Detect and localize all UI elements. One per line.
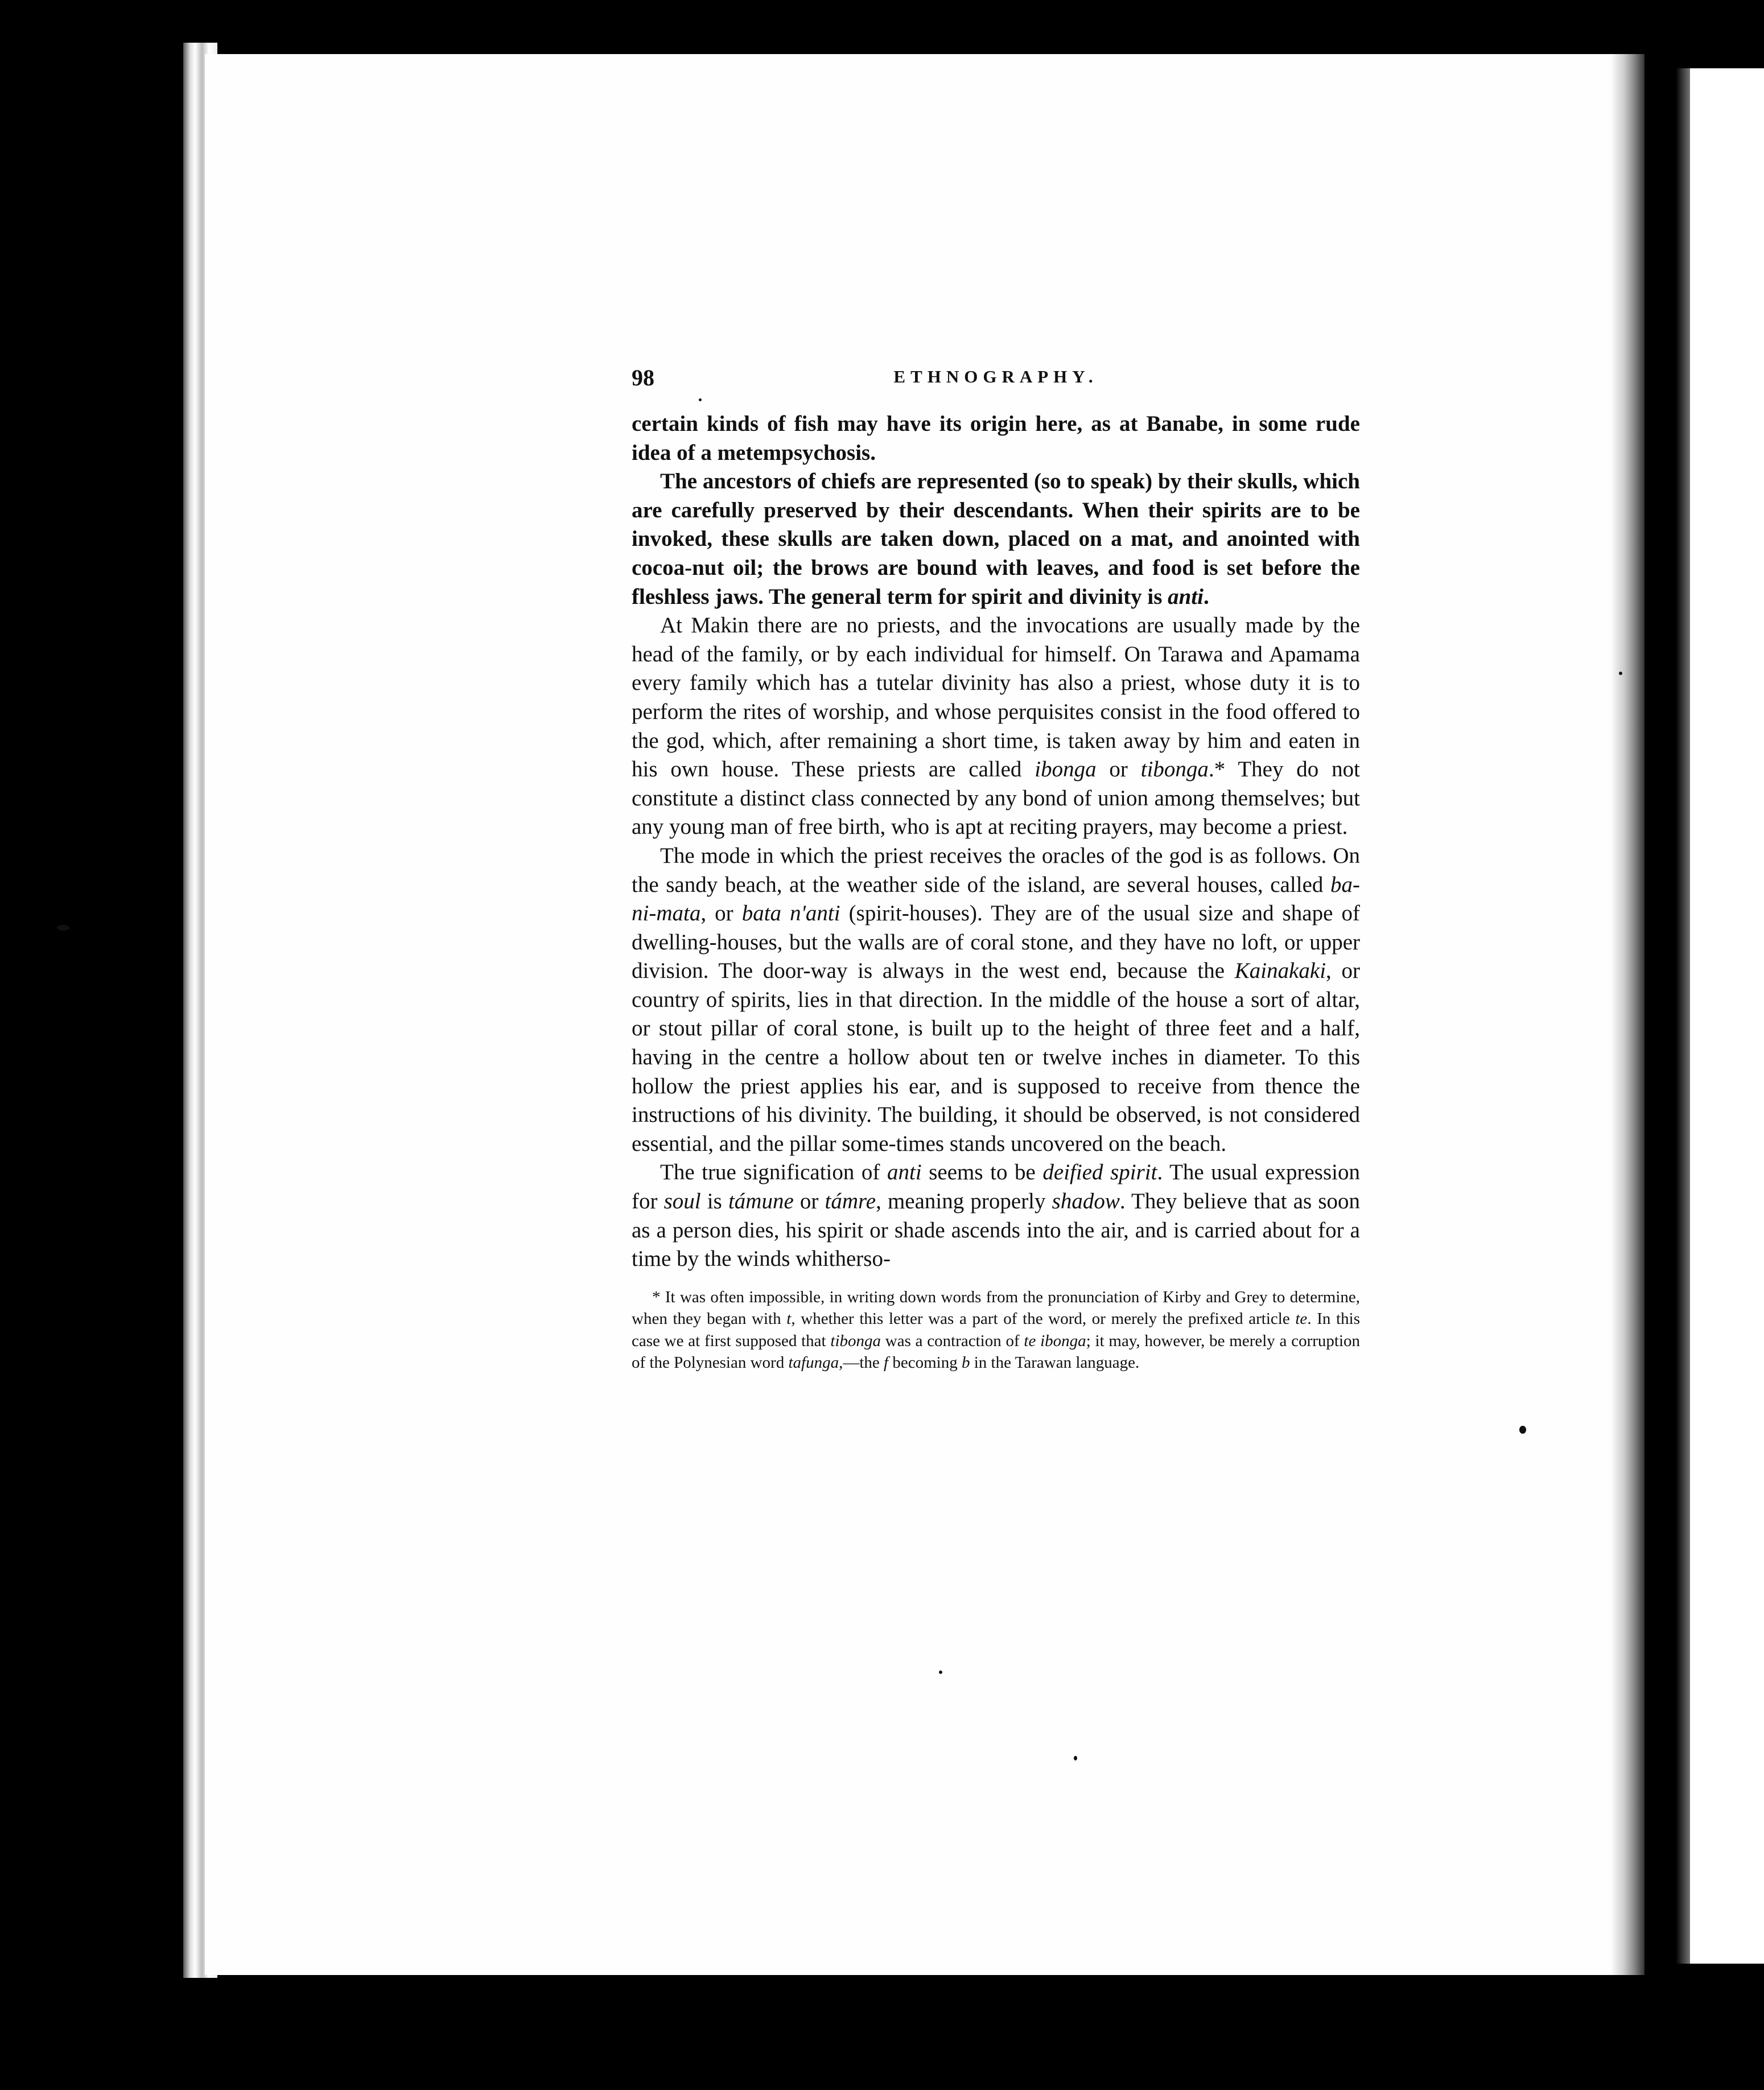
italic-term: te	[1295, 1310, 1308, 1328]
text-run: , whether this letter was a part of the word, or merely the prefixed article	[791, 1310, 1296, 1328]
text-run: or	[793, 1189, 825, 1214]
italic-term: anti	[1168, 584, 1204, 609]
text-run: was a contraction of	[881, 1331, 1024, 1350]
text-run: , or	[700, 901, 742, 926]
text-run: . In this case we at first supposed that	[632, 1310, 1360, 1350]
text-run: . They believe that as soon as a person dies, his spirit or shade ascends into the air, and is carried about for a time by the winds whitherso-	[632, 1189, 1360, 1272]
facing-page-edge	[1676, 68, 1690, 1964]
text-run: The true signification of	[660, 1160, 887, 1185]
scan-speck	[1519, 1426, 1526, 1434]
running-head	[632, 364, 1360, 410]
italic-term: bata n'anti	[741, 901, 840, 926]
italic-term: te ibonga	[1024, 1331, 1086, 1350]
scan-speck	[57, 925, 69, 931]
text-run: The ancestors of chiefs are represented (so to speak) by their skulls, which are carefully preserved by their descendants. When their spirits are to be invoked, these skulls are taken down, placed on a mat, and anointed with cocoa-nut oil; the brows are bound with leaves, and food is set before the fleshless jaws. The general term for spirit and divinity is	[632, 469, 1360, 609]
italic-term: f	[884, 1353, 889, 1372]
running-head-title: ETHNOGRAPHY.	[893, 367, 1098, 386]
footnote	[632, 1286, 1360, 1374]
text-run: certain kinds of fish may have its origin here, as at Banabe, in some rude idea of a metempsychosis.	[632, 412, 1360, 465]
text-run: .	[1204, 584, 1209, 609]
text-run: seems to be	[921, 1160, 1043, 1185]
italic-term: t	[786, 1310, 792, 1328]
text-run: becoming	[888, 1353, 962, 1372]
text-run: ,—the	[839, 1353, 884, 1372]
text-run: , or country of spirits, lies in that direction. In the middle of the house a sort of altar, or stout pillar of coral stone, is built up to the height of three feet and a half, having in the centre a hollow about ten or twelve inches in diameter. To this hollow the priest applies his ear, and is supposed to receive from thence the instructions of his divinity. The building, it should be observed, is not considered essential, and the pillar some-times stands uncovered on the beach.	[632, 958, 1360, 1156]
italic-term: tibonga	[1140, 757, 1209, 782]
italic-term: deified spirit	[1042, 1160, 1157, 1185]
body-text	[632, 410, 1360, 1274]
italic-term: támune	[728, 1189, 794, 1214]
paragraph	[632, 467, 1360, 611]
italic-term: b	[961, 1353, 970, 1372]
page-number: 98	[632, 365, 654, 390]
italic-term: ibonga	[1035, 757, 1097, 782]
text-run: ; it may, however, be merely a corruption of the Polynesian word	[632, 1331, 1360, 1372]
scan-speck	[939, 1671, 942, 1674]
italic-term: shadow	[1052, 1189, 1120, 1214]
text-run: . The usual expression for	[632, 1160, 1360, 1214]
scan-speck	[1619, 672, 1622, 675]
binding-shadow	[1610, 54, 1645, 1975]
paragraph	[632, 611, 1360, 842]
italic-term: tibonga	[830, 1331, 881, 1350]
text-run: is	[700, 1189, 728, 1214]
text-run: , meaning properly	[876, 1189, 1052, 1214]
italic-term: ba-ni-mata	[632, 872, 1360, 926]
text-run: (spirit-houses). They are of the usual size and shape of dwelling-houses, but the walls are of coral stone, and they have no loft, or upper division. The door-way is always in the west end, because the	[632, 901, 1360, 984]
paragraph	[632, 842, 1360, 1159]
text-run: or	[1096, 757, 1141, 782]
facing-page	[1690, 68, 1764, 1964]
text-run: The mode in which the priest receives the oracles of the god is as follows. On the sandy beach, at the weather side of the island, are several houses, called	[632, 843, 1360, 897]
scan-speck	[1074, 1756, 1077, 1760]
italic-term: anti	[887, 1160, 922, 1185]
text-run: * It was often impossible, in writing down words from the pronunciation of Kirby and Grey to determine, when they began with	[632, 1287, 1360, 1328]
italic-term: támre	[825, 1189, 876, 1214]
footnote-area	[632, 1286, 1360, 1374]
page-text	[632, 364, 1360, 1374]
paragraph	[632, 410, 1360, 467]
italic-term: Kainakaki	[1234, 958, 1326, 984]
text-run: in the Tarawan language.	[970, 1353, 1140, 1372]
text-run: .* They do not constitute a distinct class connected by any bond of union among themselves; but any young man of free birth, who is apt at reciting prayers, may become a priest.	[632, 757, 1360, 840]
italic-term: tafunga	[788, 1353, 839, 1372]
text-run: At Makin there are no priests, and the invocations are usually made by the head of the family, or by each individual for himself. On Tarawa and Apamama every family which has a tutelar divinity has also a priest, whose duty it is to perform the rites of worship, and whose perquisites consist in the food offered to the god, which, after remaining a short time, is taken away by him and eaten in his own house. These priests are called	[632, 613, 1360, 782]
italic-term: soul	[663, 1189, 701, 1214]
paragraph	[632, 1158, 1360, 1273]
